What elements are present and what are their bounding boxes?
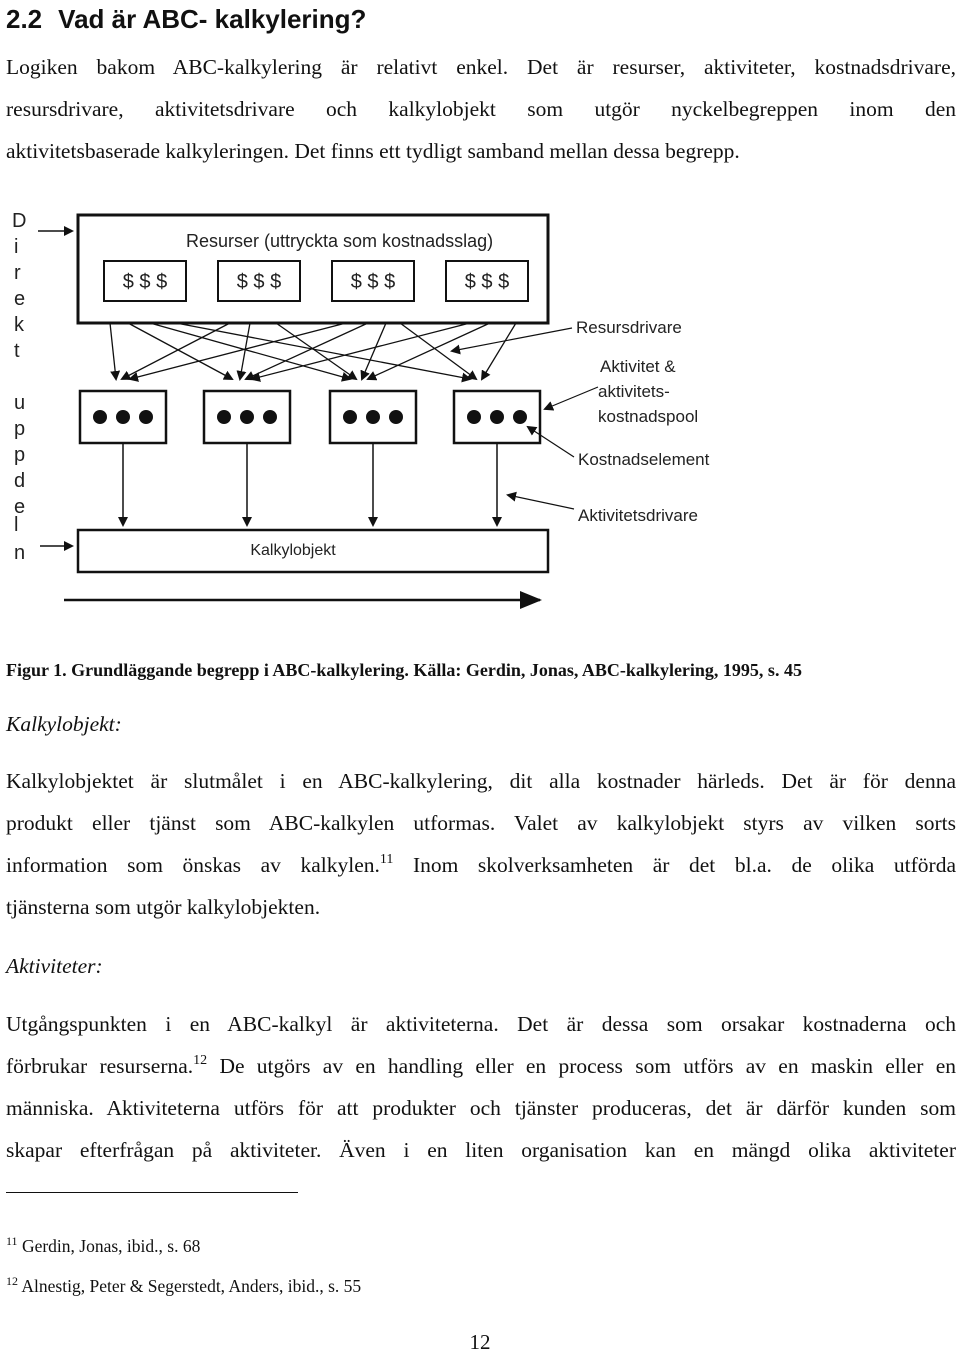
side-letter: e	[14, 288, 26, 310]
body-line: produkt eller tjänst som ABC-kalkylen utformas. Valet av kalkylobjekt styrs av vilken sorts	[6, 811, 956, 835]
side-letters	[12, 210, 26, 564]
side-letter: k	[14, 314, 24, 336]
cost-element-label: Kostnadselement	[578, 450, 710, 469]
aktiviteter-paragraph	[6, 1003, 956, 1171]
kalkylobjekt-heading: Kalkylobjekt:	[6, 712, 122, 736]
money-label: $ $ $	[236, 271, 282, 293]
footnote-number: 11	[6, 1234, 18, 1248]
intro-paragraph	[6, 46, 956, 172]
side-letter: d	[14, 470, 26, 492]
intro-line: aktivitetsbaserade kalkyleringen. Det finns ett tydligt samband mellan dessa begrepp.	[6, 139, 740, 163]
activity-pool-label: aktivitets-	[598, 382, 670, 401]
side-letter: r	[14, 262, 21, 284]
footnote-number: 12	[6, 1274, 18, 1288]
activity-boxes	[80, 391, 540, 443]
body-text: förbrukar resurserna.	[6, 1054, 194, 1078]
figure-caption: Figur 1. Grundläggande begrepp i ABC-kalkylering. Källa: Gerdin, Jonas, ABC-kalkylering, 1995, s. 45	[6, 660, 802, 680]
cost-object-label: Kalkylobjekt	[250, 542, 336, 559]
activity-driver-arrows	[123, 443, 497, 525]
footnote-divider	[6, 1192, 298, 1193]
body-line	[6, 1045, 956, 1087]
section-number: 2.2	[6, 4, 43, 34]
footnote-ref[interactable]: 11	[379, 852, 394, 867]
footnote	[6, 1276, 361, 1297]
side-letter: i	[14, 236, 19, 258]
footnote	[6, 1236, 200, 1257]
body-text: Inom skolverksamheten är det bl.a. de olika utförda	[393, 853, 956, 877]
kalkylobjekt-paragraph	[6, 760, 956, 928]
body-text: information som önskas av kalkylen.	[6, 853, 380, 877]
activity-pool-label: kostnadspool	[598, 407, 699, 426]
resource-driver-label: Resursdrivare	[576, 318, 682, 337]
body-line: människa. Aktiviteterna utförs för att produkter och tjänster produceras, det är därför kunden som	[6, 1096, 956, 1120]
abc-figure	[0, 195, 960, 630]
footnote-text: Gerdin, Jonas, ibid., s. 68	[17, 1236, 201, 1256]
footnote-text: Alnestig, Peter & Segerstedt, Anders, ibid., s. 55	[18, 1276, 362, 1296]
aktiviteter-heading: Aktiviteter:	[6, 954, 103, 978]
body-line: tjänsterna som utgör kalkylobjekten.	[6, 895, 321, 919]
resources-title: Resurser (uttryckta som kostnadsslag)	[186, 231, 494, 251]
side-letter: t	[14, 340, 20, 362]
side-letter: u	[14, 392, 26, 414]
intro-line: resursdrivare, aktivitetsdrivare och kalkylobjekt som utgör nyckelbegreppen inom den	[6, 97, 956, 121]
side-letter: D	[12, 210, 27, 232]
body-text: De utgörs av en handling eller en process som utförs av en maskin eller en	[207, 1054, 956, 1078]
body-line: skapar efterfrågan på aktiviteter. Även i en liten organisation kan en mängd olika aktiviteter	[6, 1138, 956, 1162]
side-letter: l	[14, 514, 19, 536]
activity-driver-label: Aktivitetsdrivare	[578, 506, 698, 525]
side-letter: p	[14, 418, 26, 440]
body-line	[6, 844, 956, 886]
body-line: Kalkylobjektet är slutmålet i en ABC-kalkylering, dit alla kostnader härleds. Det är för denna	[6, 769, 956, 793]
side-letter: e	[14, 496, 26, 518]
intro-line: Logiken bakom ABC-kalkylering är relativt enkel. Det är resurser, aktiviteter, kostnadsdrivare,	[6, 55, 956, 79]
page-number: 12	[469, 1330, 491, 1354]
money-label: $ $ $	[350, 271, 396, 293]
side-letter: n	[14, 542, 26, 564]
body-line: Utgångspunkten i en ABC-kalkyl är aktiviteterna. Det är dessa som orsakar kostnaderna och	[6, 1012, 956, 1036]
activity-pool-label: Aktivitet &	[600, 357, 676, 376]
section-heading	[6, 4, 366, 35]
abc-diagram	[0, 195, 960, 630]
money-label: $ $ $	[122, 271, 168, 293]
section-title: Vad är ABC- kalkylering?	[58, 4, 367, 34]
footnote-ref[interactable]: 12	[193, 1053, 208, 1068]
side-letter: p	[14, 444, 26, 466]
money-label: $ $ $	[464, 271, 510, 293]
